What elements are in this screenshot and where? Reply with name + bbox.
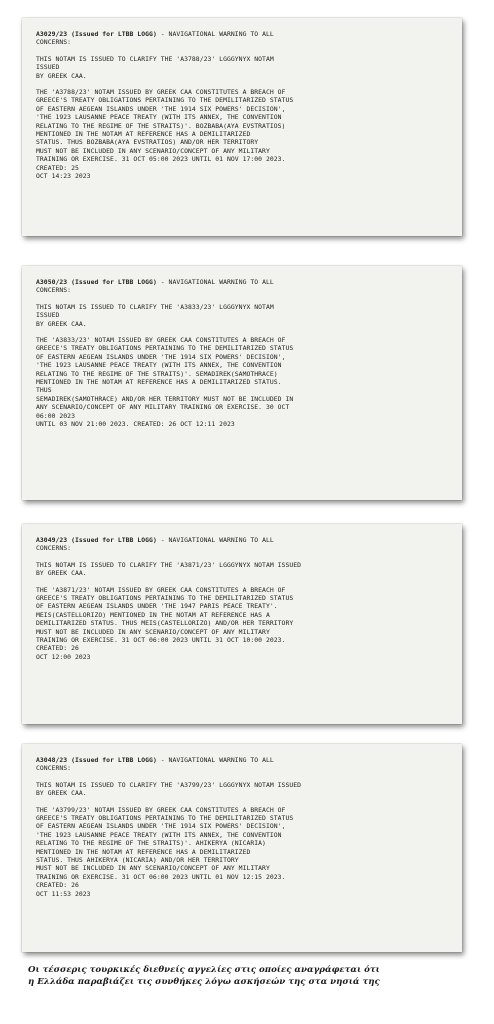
notam-title: - NAVIGATIONAL WARNING TO ALL: [160, 756, 274, 764]
text-line: OF EASTERN AEGEAN ISLANDS UNDER 'THE 1947 PARIS PEACE TREATY'.: [36, 602, 278, 611]
notam-id: A3029/23: [36, 30, 68, 38]
text-line: THE 'A3871/23' NOTAM ISSUED BY GREEK CAA CONSTITUTES A BREACH OF: [36, 585, 286, 594]
notam-body: [36, 88, 452, 180]
text-line: 'THE 1923 LAUSANNE PEACE TREATY (WITH ITS ANNEX, THE CONVENTION: [36, 361, 282, 370]
text-line: ISSUED: [36, 311, 60, 320]
text-line: GREECE'S TREATY OBLIGATIONS PERTAINING TO THE DEMILITARIZED STATUS: [36, 814, 294, 823]
notam-card-a3029: [22, 18, 462, 236]
text-line: MUST NOT BE INCLUDED IN ANY SCENARIO/CONCEPT OF ANY MILITARY: [36, 864, 270, 873]
text-line: RELATING TO THE REGIME OF THE STRAITS)'. SEMADIREK(SAMOTHRACE): [36, 369, 278, 378]
text-line: ISSUED: [36, 63, 60, 72]
text-line: BY GREEK CAA.: [36, 71, 87, 80]
notam-title: - NAVIGATIONAL WARNING TO ALL: [160, 30, 274, 38]
text-line: 'THE 1923 LAUSANNE PEACE TREATY (WITH ITS ANNEX, THE CONVENTION: [36, 830, 282, 839]
text-line: RELATING TO THE REGIME OF THE STRAITS)'. BOZBABA(AYA EVSTRATIOS): [36, 121, 286, 130]
notam-card-a3049: [22, 524, 462, 724]
text-line: 06:00 2023: [36, 411, 75, 420]
notam-card-a3048: [22, 744, 462, 952]
text-line: SEMADIREK(SAMOTHRACE) AND/OR HER TERRITORY MUST NOT BE INCLUDED IN: [36, 394, 294, 403]
notam-body: [36, 586, 452, 662]
notam-id: A3048/23: [36, 756, 68, 764]
notam-header: [36, 536, 452, 544]
text-line: THUS: [36, 386, 52, 395]
text-line: ANY SCENARIO/CONCEPT OF ANY MILITARY TRAINING OR EXERCISE. 30 OCT: [36, 403, 290, 412]
text-line: STATUS. THUS BOZBABA(AYA EVSTRATIOS) AND/OR HER TERRITORY: [36, 138, 259, 147]
notam-concerns: CONCERNS:: [36, 544, 72, 553]
notam-clarify: [36, 561, 452, 578]
text-line: THIS NOTAM IS ISSUED TO CLARIFY THE 'A3833/23' LGGGYNYX NOTAM: [36, 302, 274, 311]
text-line: THIS NOTAM IS ISSUED TO CLARIFY THE 'A3799/23' LGGGYNYX NOTAM ISSUED: [36, 780, 302, 789]
text-line: TRAINING OR EXERCISE. 31 OCT 05:00 2023 UNTIL 01 NOV 17:00 2023.: [36, 155, 286, 164]
notam-card-a3050: [22, 266, 462, 500]
text-line: TRAINING OR EXERCISE. 31 OCT 06:00 2023 UNTIL 01 NOV 12:15 2023.: [36, 872, 286, 881]
text-line: OF EASTERN AEGEAN ISLANDS UNDER 'THE 1914 SIX POWERS' DECISION',: [36, 822, 286, 831]
notam-concerns: CONCERNS:: [36, 286, 72, 295]
text-line: MENTIONED IN THE NOTAM AT REFERENCE HAS A DEMILITARIZED: [36, 130, 251, 139]
text-line: GREECE'S TREATY OBLIGATIONS PERTAINING TO THE DEMILITARIZED STATUS: [36, 344, 294, 353]
notam-concerns: CONCERNS:: [36, 764, 72, 773]
notam-id: A3049/23: [36, 536, 68, 544]
text-line: BY GREEK CAA.: [36, 319, 87, 328]
text-line: THIS NOTAM IS ISSUED TO CLARIFY THE 'A3788/23' LGGGYNYX NOTAM: [36, 54, 274, 63]
notam-header: [36, 756, 452, 764]
text-line: UNTIL 03 NOV 21:00 2023. CREATED: 26 OCT 12:11 2023: [36, 420, 235, 429]
text-line: MEIS(CASTELLORIZO) MENTIONED IN THE NOTAM AT REFERENCE HAS A: [36, 610, 270, 619]
text-line: DEMILITARIZED STATUS. THUS MEIS(CASTELLORIZO) AND/OR HER TERRITORY: [36, 619, 294, 628]
text-line: THIS NOTAM IS ISSUED TO CLARIFY THE 'A3871/23' LGGGYNYX NOTAM ISSUED: [36, 560, 302, 569]
caption-line: Οι τέσσερις τουρκικές διεθνείς αγγελίες στις οποίες αναγράφεται ότι: [28, 965, 380, 975]
text-line: 'THE 1923 LAUSANNE PEACE TREATY (WITH ITS ANNEX, THE CONVENTION: [36, 113, 282, 122]
text-line: OCT 11:53 2023: [36, 889, 91, 898]
text-line: BY GREEK CAA.: [36, 789, 87, 798]
notam-issued-for: (Issued for LTBB LOGG): [71, 536, 157, 544]
photo-caption: [28, 964, 468, 988]
text-line: GREECE'S TREATY OBLIGATIONS PERTAINING TO THE DEMILITARIZED STATUS: [36, 594, 294, 603]
notam-concerns: CONCERNS:: [36, 38, 72, 47]
notam-issued-for: (Issued for LTBB LOGG): [71, 30, 157, 38]
notam-clarify: [36, 781, 452, 798]
notam-clarify: [36, 55, 452, 80]
notam-header: [36, 30, 452, 38]
text-line: THE 'A3788/23' NOTAM ISSUED BY GREEK CAA CONSTITUTES A BREACH OF: [36, 88, 286, 97]
text-line: OF EASTERN AEGEAN ISLANDS UNDER 'THE 1914 SIX POWERS' DECISION',: [36, 352, 286, 361]
text-line: THE 'A3833/23' NOTAM ISSUED BY GREEK CAA CONSTITUTES A BREACH OF: [36, 336, 286, 345]
notam-id: A3050/23: [36, 278, 68, 286]
text-line: MUST NOT BE INCLUDED IN ANY SCENARIO/CONCEPT OF ANY MILITARY: [36, 627, 270, 636]
notam-issued-for: (Issued for LTBB LOGG): [71, 756, 157, 764]
notam-body: [36, 336, 452, 428]
text-line: RELATING TO THE REGIME OF THE STRAITS)'. AHIKERYA (NICARIA): [36, 839, 266, 848]
notam-title: - NAVIGATIONAL WARNING TO ALL: [160, 278, 274, 286]
text-line: MUST NOT BE INCLUDED IN ANY SCENARIO/CONCEPT OF ANY MILITARY: [36, 146, 270, 155]
text-line: THE 'A3799/23' NOTAM ISSUED BY GREEK CAA CONSTITUTES A BREACH OF: [36, 805, 286, 814]
text-line: CREATED: 25: [36, 163, 79, 172]
text-line: MENTIONED IN THE NOTAM AT REFERENCE HAS A DEMILITARIZED STATUS.: [36, 378, 282, 387]
notam-header: [36, 278, 452, 286]
text-line: CREATED: 26: [36, 644, 79, 653]
text-line: OCT 12:00 2023: [36, 652, 91, 661]
notam-body: [36, 806, 452, 898]
text-line: BY GREEK CAA.: [36, 569, 87, 578]
notam-issued-for: (Issued for LTBB LOGG): [71, 278, 157, 286]
caption-line: η Ελλάδα παραβιάζει τις συνθήκες λόγω ασκήσεών της στα νησιά της: [28, 977, 380, 987]
text-line: CREATED: 26: [36, 881, 79, 890]
text-line: GREECE'S TREATY OBLIGATIONS PERTAINING TO THE DEMILITARIZED STATUS: [36, 96, 294, 105]
text-line: TRAINING OR EXERCISE. 31 OCT 06:00 2023 UNTIL 31 OCT 10:00 2023.: [36, 636, 286, 645]
text-line: STATUS. THUS AHIKERYA (NICARIA) AND/OR HER TERRITORY: [36, 856, 239, 865]
text-line: MENTIONED IN THE NOTAM AT REFERENCE HAS A DEMILITARIZED: [36, 847, 251, 856]
text-line: OCT 14:23 2023: [36, 172, 91, 181]
notam-clarify: [36, 303, 452, 328]
text-line: OF EASTERN AEGEAN ISLANDS UNDER 'THE 1914 SIX POWERS' DECISION',: [36, 104, 286, 113]
notam-title: - NAVIGATIONAL WARNING TO ALL: [160, 536, 274, 544]
